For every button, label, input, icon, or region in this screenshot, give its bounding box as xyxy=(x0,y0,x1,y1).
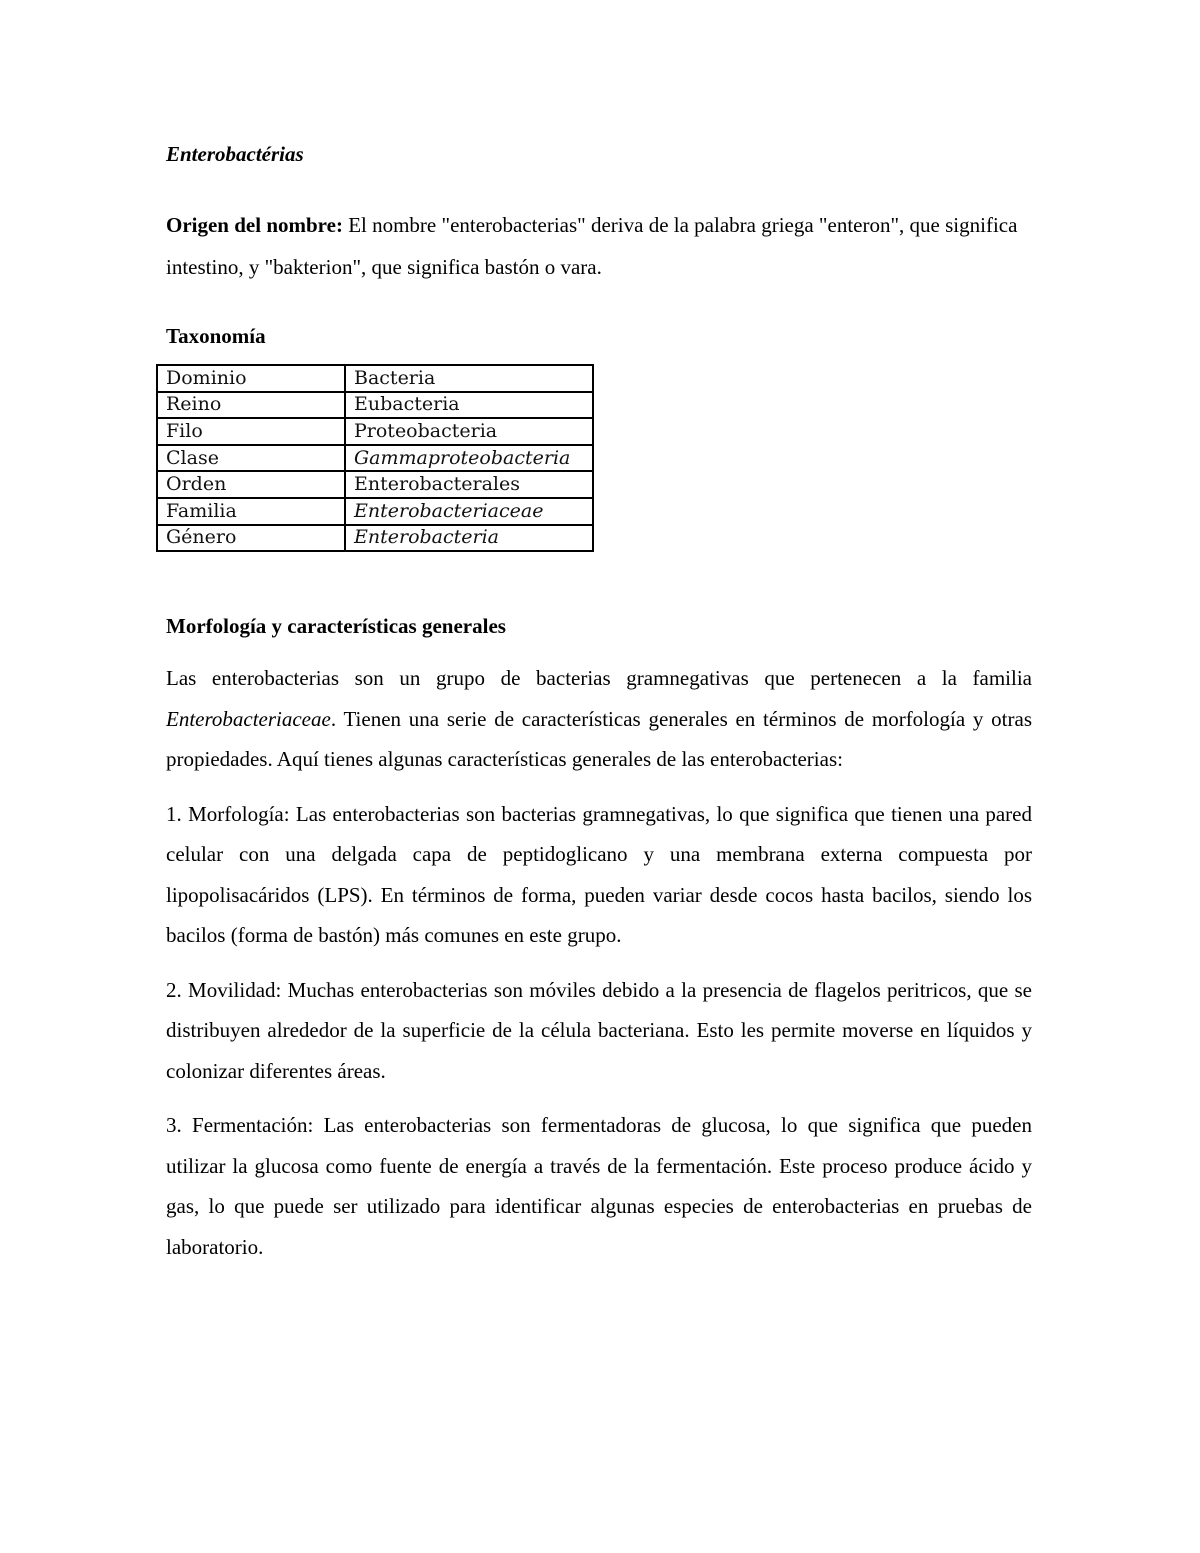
taxonomy-row xyxy=(157,392,593,419)
taxonomy-value: Gammaproteobacteria xyxy=(345,445,593,472)
taxonomy-value: Proteobacteria xyxy=(345,418,593,445)
taxonomy-value: Enterobacterales xyxy=(345,471,593,498)
taxonomy-row xyxy=(157,418,593,445)
intro-text-2: . Tienen una serie de características generales en términos de morfología y otras propiedades. Aquí tienes algunas características generales de las enterobacterias: xyxy=(166,706,1032,772)
taxonomy-heading: Taxonomía xyxy=(166,324,266,348)
taxonomy-row xyxy=(157,498,593,525)
document-body xyxy=(166,138,1032,1267)
taxonomy-rank: Género xyxy=(157,525,345,552)
morphology-item-3: 3. Fermentación: Las enterobacterias son fermentadoras de glucosa, lo que significa que pueden utilizar la glucosa como fuente de energía a través de la fermentación. Este proceso produce ácido y gas, lo que puede ser utilizado para identificar algunas especies de enterobacterias en pruebas de laboratorio. xyxy=(166,1113,1032,1259)
taxonomy-rank: Filo xyxy=(157,418,345,445)
taxonomy-row xyxy=(157,365,593,392)
morphology-item-2: 2. Movilidad: Muchas enterobacterias son móviles debido a la presencia de flagelos peritricos, que se distribuyen alrededor de la superficie de la célula bacteriana. Esto les permite moverse en líquidos y colonizar diferentes áreas. xyxy=(166,977,1032,1083)
taxonomy-row xyxy=(157,525,593,552)
morphology-intro xyxy=(166,658,1032,780)
morphology-item-1: 1. Morfología: Las enterobacterias son bacterias gramnegativas, lo que significa que tienen una pared celular con una delgada capa de peptidoglicano y una membrana externa compuesta por lipopolisacáridos (LPS). En términos de forma, pueden variar desde cocos hasta bacilos, siendo los bacilos (forma de bastón) más comunes en este grupo. xyxy=(166,801,1032,948)
taxonomy-value: Enterobacteria xyxy=(345,525,593,552)
taxonomy-rank: Clase xyxy=(157,445,345,472)
intro-family-name: Enterobacteriaceae xyxy=(166,706,331,731)
taxonomy-row xyxy=(157,471,593,498)
taxonomy-table-body xyxy=(157,365,593,551)
origin-label: Origen del nombre: xyxy=(166,213,343,237)
intro-text-1: Las enterobacterias son un grupo de bacterias gramnegativas que pertenecen a la familia xyxy=(166,666,1032,691)
morphology-heading: Morfología y características generales xyxy=(166,614,506,639)
taxonomy-value: Eubacteria xyxy=(345,392,593,419)
taxonomy-value: Enterobacteriaceae xyxy=(345,498,593,525)
taxonomy-row xyxy=(157,445,593,472)
document-title: Enterobactérias xyxy=(166,142,304,166)
taxonomy-rank: Dominio xyxy=(157,365,345,392)
origin-paragraph xyxy=(166,204,1032,288)
taxonomy-table xyxy=(156,364,594,552)
taxonomy-rank: Reino xyxy=(157,392,345,419)
taxonomy-rank: Orden xyxy=(157,471,345,498)
origin-text: El nombre "enterobacterias" deriva de la palabra griega "enteron", que significa intestino, y "bakterion", que significa bastón o vara. xyxy=(166,213,1018,279)
taxonomy-rank: Familia xyxy=(157,498,345,525)
taxonomy-value: Bacteria xyxy=(345,365,593,392)
